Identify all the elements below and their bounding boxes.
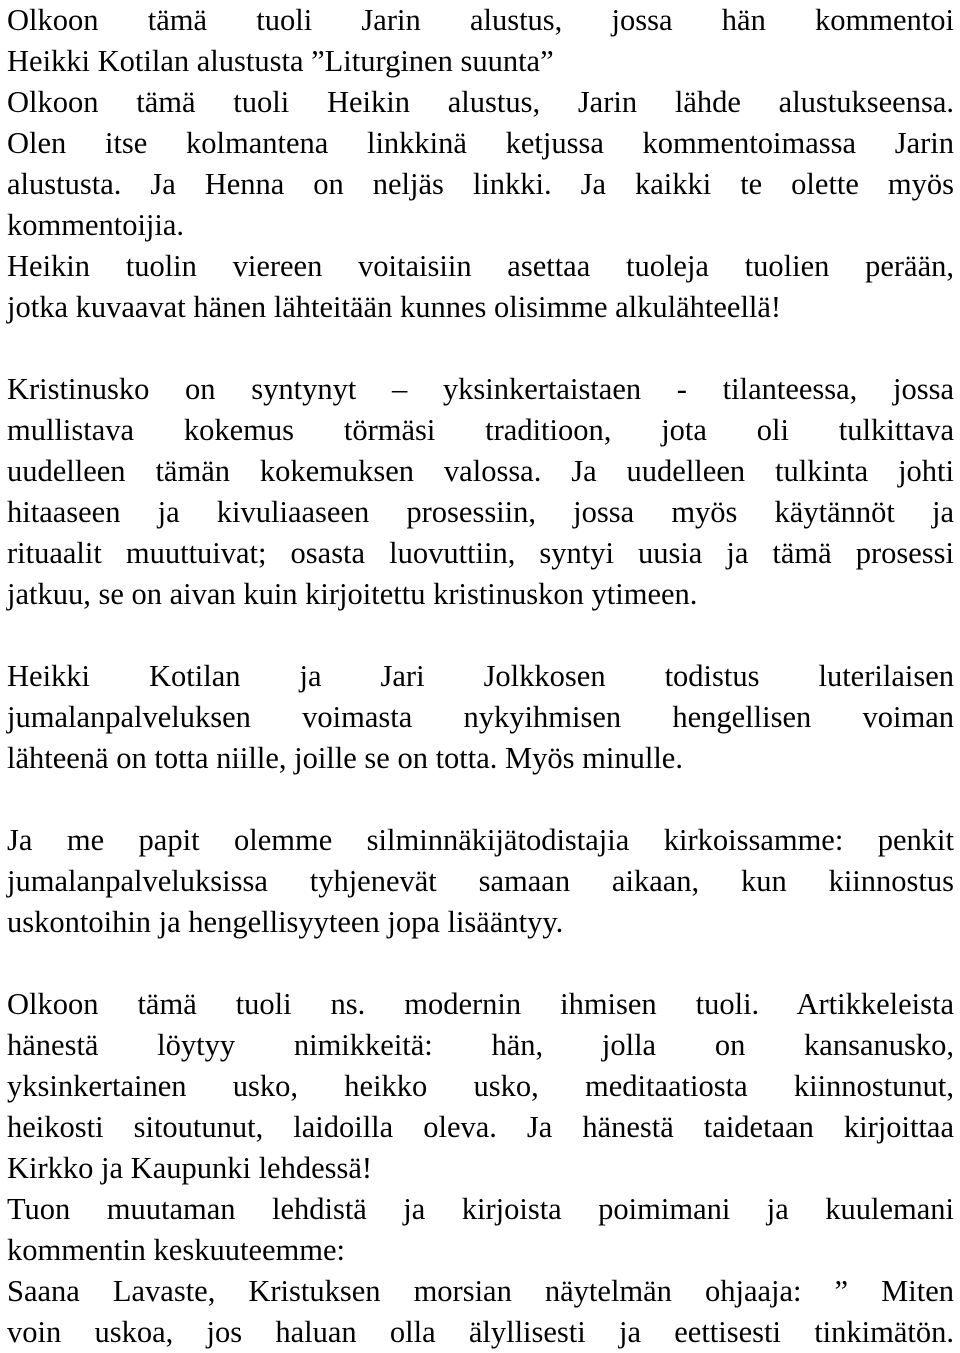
text-line: Saana Lavaste, Kristuksen morsian näytelmän ohjaaja: ” Miten bbox=[7, 1274, 954, 1308]
text-line: kommentin keskuuteemme: bbox=[7, 1233, 345, 1267]
text-line: jatkuu, se on aivan kuin kirjoitettu kristinuskon ytimeen. bbox=[7, 577, 698, 611]
text-line: hitaaseen ja kivuliaaseen prosessiin, jossa myös käytännöt ja bbox=[7, 495, 954, 529]
text-line: Heikki Kotilan alustusta ”Liturginen suunta” bbox=[7, 44, 554, 78]
text-line: Tuon muutaman lehdistä ja kirjoista poimimani ja kuulemani bbox=[7, 1192, 954, 1226]
paragraph-gap bbox=[7, 615, 954, 656]
paragraph-testimony bbox=[7, 656, 954, 779]
paragraph-gap bbox=[7, 328, 954, 369]
text-line: mullistava kokemus törmäsi traditioon, jota oli tulkittava bbox=[7, 413, 954, 447]
text-line: Olkoon tämä tuoli ns. modernin ihmisen tuoli. Artikkeleista bbox=[7, 987, 954, 1021]
text-line: uskontoihin ja hengellisyyteen jopa lisääntyy. bbox=[7, 905, 564, 939]
paragraph-priests bbox=[7, 820, 954, 943]
paragraph-modern-person bbox=[7, 984, 954, 1353]
text-line: Olkoon tämä tuoli Jarin alustus, jossa hän kommentoi bbox=[7, 3, 954, 37]
text-line: Ja me papit olemme silminnäkijätodistajia kirkoissamme: penkit bbox=[7, 823, 954, 857]
paragraph-christianity-origin bbox=[7, 369, 954, 615]
text-line: heikosti sitoutunut, laidoilla oleva. Ja hänestä taidetaan kirjoittaa bbox=[7, 1110, 954, 1144]
text-line: alustusta. Ja Henna on neljäs linkki. Ja kaikki te olette myös bbox=[7, 167, 954, 201]
text-line: Olen itse kolmantena linkkinä ketjussa kommentoimassa Jarin bbox=[7, 126, 954, 160]
text-line: uudelleen tämän kokemuksen valossa. Ja uudelleen tulkinta johti bbox=[7, 454, 954, 488]
text-line: jotka kuvaavat hänen lähteitään kunnes olisimme alkulähteellä! bbox=[7, 290, 782, 324]
paragraph-gap bbox=[7, 779, 954, 820]
text-line: kommentoijia. bbox=[7, 208, 185, 242]
text-line: Heikki Kotilan ja Jari Jolkkosen todistus luterilaisen bbox=[7, 659, 954, 693]
paragraph-gap bbox=[7, 943, 954, 984]
text-line: Kristinusko on syntynyt – yksinkertaistaen - tilanteessa, jossa bbox=[7, 372, 954, 406]
text-line: jumalanpalveluksissa tyhjenevät samaan aikaan, kun kiinnostus bbox=[7, 864, 954, 898]
text-line: rituaalit muuttuivat; osasta luovuttiin, syntyi uusia ja tämä prosessi bbox=[7, 536, 954, 570]
text-line: yksinkertainen usko, heikko usko, meditaatiosta kiinnostunut, bbox=[7, 1069, 954, 1103]
text-line: hänestä löytyy nimikkeitä: hän, jolla on kansanusko, bbox=[7, 1028, 954, 1062]
text-line: Olkoon tämä tuoli Heikin alustus, Jarin lähde alustukseensa. bbox=[7, 85, 954, 119]
paragraph-chairs-intro bbox=[7, 0, 954, 328]
text-line: lähteenä on totta niille, joille se on totta. Myös minulle. bbox=[7, 741, 683, 775]
text-line: voin uskoa, jos haluan olla älyllisesti ja eettisesti tinkimätön. bbox=[7, 1315, 954, 1349]
text-line: Kirkko ja Kaupunki lehdessä! bbox=[7, 1151, 373, 1185]
text-line: Heikin tuolin viereen voitaisiin asettaa tuoleja tuolien perään, bbox=[7, 249, 954, 283]
text-line: jumalanpalveluksen voimasta nykyihmisen hengellisen voiman bbox=[7, 700, 954, 734]
document-page bbox=[7, 0, 954, 1353]
